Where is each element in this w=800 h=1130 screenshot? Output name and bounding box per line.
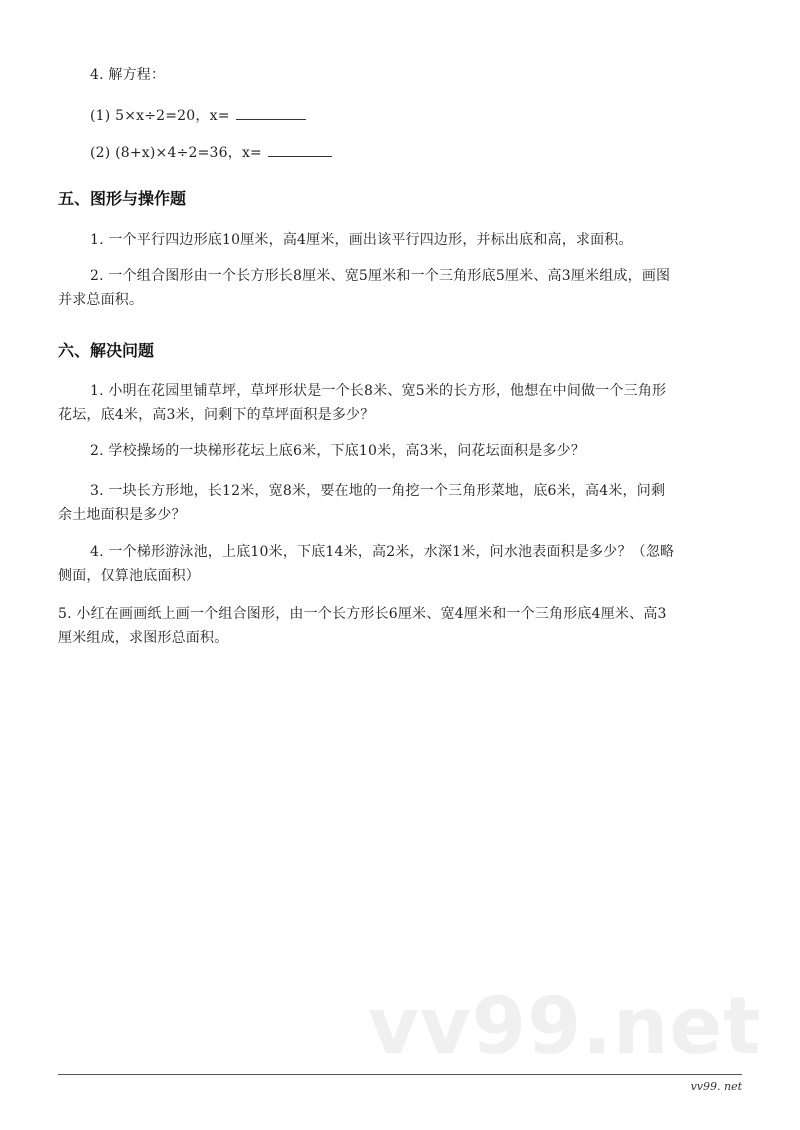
section-6-question-4-line-2: 侧面，仅算池底面积） bbox=[58, 568, 200, 584]
equation-1-text: (1) 5×x÷2=20，x= bbox=[90, 108, 230, 124]
section-6-question-3-line-1: 3. 一块长方形地，长12米，宽8米，要在地的一角挖一个三角形菜地，底6米，高4米，问剩 bbox=[90, 483, 666, 499]
section-6-question-5-line-1: 5. 小红在画画纸上画一个组合图形，由一个长方形长6厘米、宽4厘米和一个三角形底4厘米、高3 bbox=[58, 606, 667, 622]
section-6-question-2: 2. 学校操场的一块梯形花坛上底6米，下底10米，高3米，问花坛面积是多少？ bbox=[90, 443, 586, 459]
equation-section-title: 4. 解方程： bbox=[90, 67, 166, 83]
footer-site-label: vv99. net bbox=[690, 1080, 742, 1093]
section-6-question-1-line-2: 花坛，底4米，高3米，问剩下的草坪面积是多少？ bbox=[58, 407, 375, 423]
section-6-question-5-line-2: 厘米组成，求图形总面积。 bbox=[58, 630, 229, 646]
footer-divider bbox=[58, 1074, 742, 1075]
section-5-question-2-line-2: 并求总面积。 bbox=[58, 292, 144, 308]
equation-1 bbox=[90, 105, 306, 126]
section-5-heading: 五、图形与操作题 bbox=[58, 189, 187, 208]
section-6-heading: 六、解决问题 bbox=[58, 341, 155, 360]
section-6-question-3-line-2: 余土地面积是多少？ bbox=[58, 507, 186, 523]
equation-2 bbox=[90, 142, 332, 163]
section-6-question-1-line-1: 1. 小明在花园里铺草坪，草坪形状是一个长8米、宽5米的长方形，他想在中间做一个三角形 bbox=[90, 383, 667, 399]
watermark: vv99.net bbox=[368, 982, 762, 1072]
section-6-question-4-line-1: 4. 一个梯形游泳池，上底10米，下底14米，高2米，水深1米，问水池表面积是多少？（忽略 bbox=[90, 544, 675, 560]
section-5-question-1: 1. 一个平行四边形底10厘米，高4厘米，画出该平行四边形，并标出底和高，求面积。 bbox=[90, 232, 633, 248]
section-5-question-2-line-1: 2. 一个组合图形由一个长方形长8厘米、宽5厘米和一个三角形底5厘米、高3厘米组成，画图 bbox=[90, 268, 671, 284]
equation-2-text: (2) (8+x)×4÷2=36，x= bbox=[90, 145, 262, 161]
answer-blank-2 bbox=[268, 142, 332, 157]
answer-blank-1 bbox=[236, 105, 306, 120]
